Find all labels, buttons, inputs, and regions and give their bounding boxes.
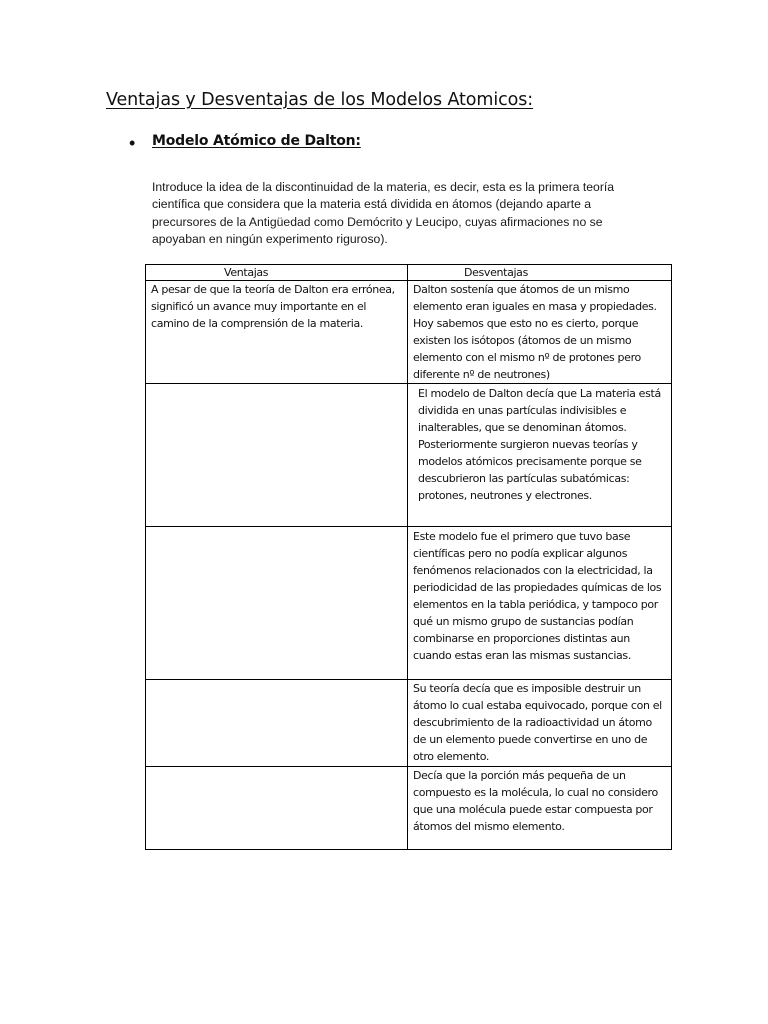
desventaja-cell: Su teoría decía que es imposible destruir un átomo lo cual estaba equivocado, porque con el descubrimiento de la radioactividad un átomo de un elemento puede convertirse en uno de otro elemento. bbox=[408, 680, 672, 767]
intro-paragraph: Introduce la idea de la discontinuidad de la materia, es decir, esta es la primera teoría científica que considera que la materia está dividida en átomos (dejando aparte a precursores de la Antigüedad como Demócrito y Leucipo, cuyas afirmaciones no se apoyaban en ningún experimento riguroso). bbox=[152, 180, 615, 247]
ventaja-cell bbox=[146, 527, 408, 680]
header-desventajas: Desventajas bbox=[408, 265, 672, 281]
table-row bbox=[146, 281, 672, 384]
section-heading: Modelo Atómico de Dalton: bbox=[152, 133, 361, 149]
ventaja-cell bbox=[146, 767, 408, 850]
table-header-row bbox=[146, 265, 672, 281]
bullet-point: • bbox=[129, 133, 136, 153]
desventaja-cell: Decía que la porción más pequeña de un compuesto es la molécula, lo cual no considero que una molécula puede estar compuesta por átomos del mismo elemento. bbox=[408, 767, 672, 850]
table-row bbox=[146, 767, 672, 850]
page-title: Ventajas y Desventajas de los Modelos Atomicos: bbox=[106, 90, 534, 110]
table-row bbox=[146, 680, 672, 767]
ventaja-cell bbox=[146, 680, 408, 767]
ventaja-cell bbox=[146, 384, 408, 527]
table-row bbox=[146, 527, 672, 680]
desventaja-cell: El modelo de Dalton decía que La materia está dividida en unas partículas indivisibles e inalterables, que se denominan átomos. Posteriormente surgieron nuevas teorías y modelos atómicos precisamente porque se descubrieron las partículas subatómicas: protones, neutrones y electrones. bbox=[408, 384, 672, 527]
header-ventajas: Ventajas bbox=[146, 265, 408, 281]
table-row bbox=[146, 384, 672, 527]
ventaja-cell: A pesar de que la teoría de Dalton era errónea, significó un avance muy importante en el camino de la comprensión de la materia. bbox=[146, 281, 408, 384]
advantages-disadvantages-table bbox=[145, 264, 672, 850]
desventaja-cell: Este modelo fue el primero que tuvo base científicas pero no podía explicar algunos fenómenos relacionados con la electricidad, la periodicidad de las propiedades químicas de los elementos en la tabla periódica, y tampoco por qué un mismo grupo de sustancias podían combinarse en proporciones distintas aun cuando estas eran las mismas sustancias. bbox=[408, 527, 672, 680]
desventaja-cell: Dalton sostenía que átomos de un mismo elemento eran iguales en masa y propiedades. Hoy sabemos que esto no es cierto, porque existen los isótopos (átomos de un mismo elemento con el mismo nº de protones pero diferente nº de neutrones) bbox=[408, 281, 672, 384]
